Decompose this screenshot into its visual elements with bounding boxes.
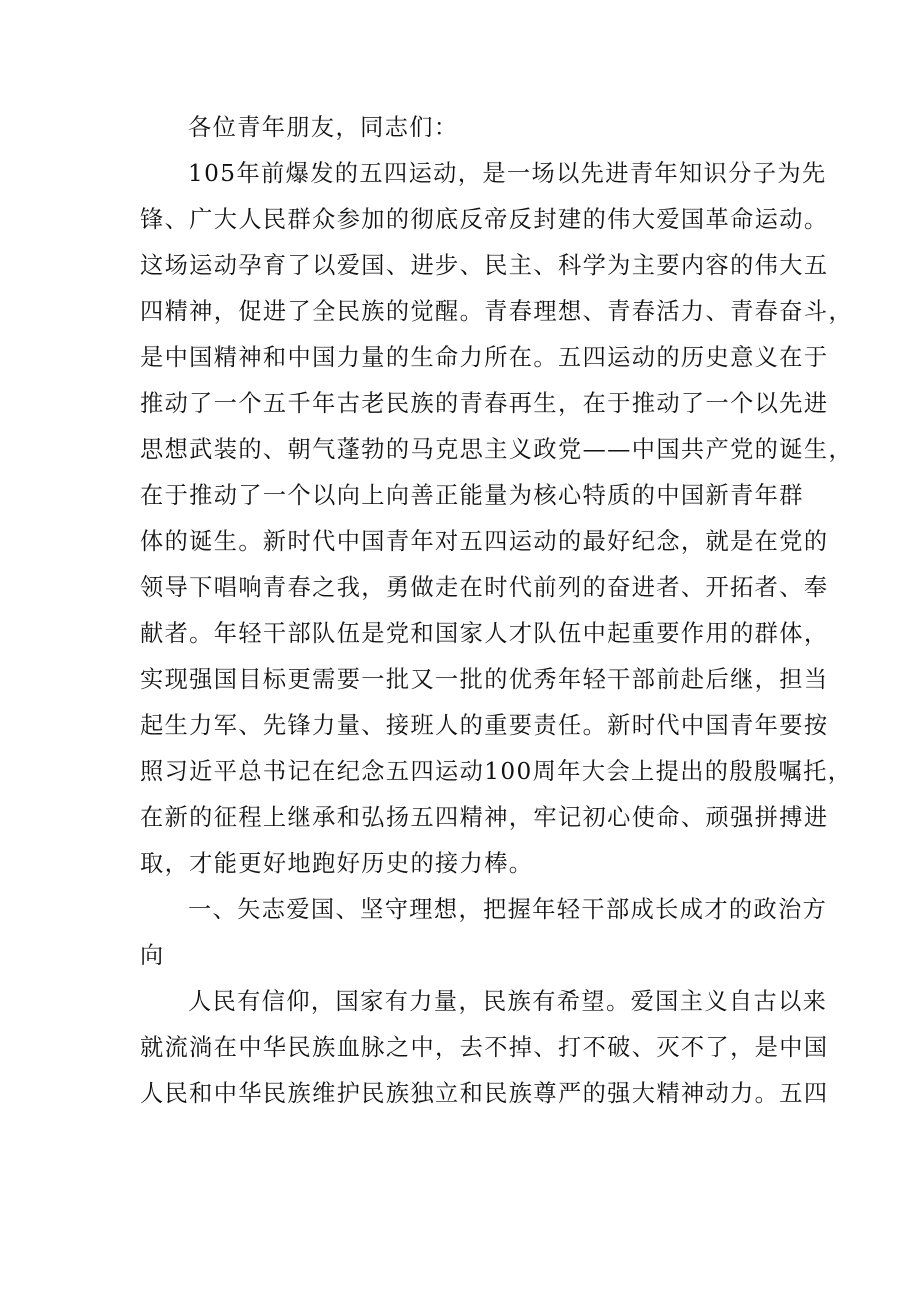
paragraph-1-line-2: 锋、广大人民群众参加的彻底反帝反封建的伟大爱国革命运动。 <box>140 206 829 233</box>
paragraph-2-line-3: 人民和中华民族维护民族独立和民族尊严的强大精神动力。五四 <box>140 1080 829 1107</box>
paragraph-1-line-11: 献者。年轻干部队伍是党和国家人才队伍中起重要作用的群体， <box>140 620 829 647</box>
paragraph-1-line-3: 这场运动孕育了以爱国、进步、民主、科学为主要内容的伟大五 <box>140 252 829 279</box>
paragraph-2-line-1: 人民有信仰，国家有力量，民族有希望。爱国主义自古以来 <box>188 988 828 1015</box>
section-heading-line-2: 向 <box>140 942 165 969</box>
paragraph-1-line-14: 照习近平总书记在纪念五四运动100周年大会上提出的殷殷嘱托， <box>140 758 853 785</box>
paragraph-1-line-10: 领导下唱响青春之我，勇做走在时代前列的奋进者、开拓者、奉 <box>140 574 829 601</box>
paragraph-1-line-1: 105年前爆发的五四运动，是一场以先进青年知识分子为先 <box>188 160 827 187</box>
section-heading-line-1: 一、矢志爱国、坚守理想，把握年轻干部成长成才的政治方 <box>188 896 828 923</box>
paragraph-1-line-4: 四精神，促进了全民族的觉醒。青春理想、青春活力、青春奋斗， <box>140 298 854 325</box>
paragraph-1-line-8: 在于推动了一个以向上向善正能量为核心特质的中国新青年群 <box>140 482 804 509</box>
paragraph-1-line-15: 在新的征程上继承和弘扬五四精神，牢记初心使命、顽强拼搏进 <box>140 804 829 831</box>
paragraph-2-line-2: 就流淌在中华民族血脉之中，去不掉、打不破、灭不了，是中国 <box>140 1034 829 1061</box>
salutation-line: 各位青年朋友，同志们： <box>188 114 459 141</box>
paragraph-1-line-13: 起生力军、先锋力量、接班人的重要责任。新时代中国青年要按 <box>140 712 829 739</box>
paragraph-1-line-6: 推动了一个五千年古老民族的青春再生，在于推动了一个以先进 <box>140 390 829 417</box>
paragraph-1-line-5: 是中国精神和中国力量的生命力所在。五四运动的历史意义在于 <box>140 344 829 371</box>
paragraph-1-line-12: 实现强国目标更需要一批又一批的优秀年轻干部前赴后继，担当 <box>140 666 829 693</box>
paragraph-1-line-7: 思想武装的、朝气蓬勃的马克思主义政党——中国共产党的诞生， <box>140 436 854 463</box>
paragraph-1-line-16: 取，才能更好地跑好历史的接力棒。 <box>140 850 534 877</box>
paragraph-1-line-9: 体的诞生。新时代中国青年对五四运动的最好纪念，就是在党的 <box>140 528 829 555</box>
